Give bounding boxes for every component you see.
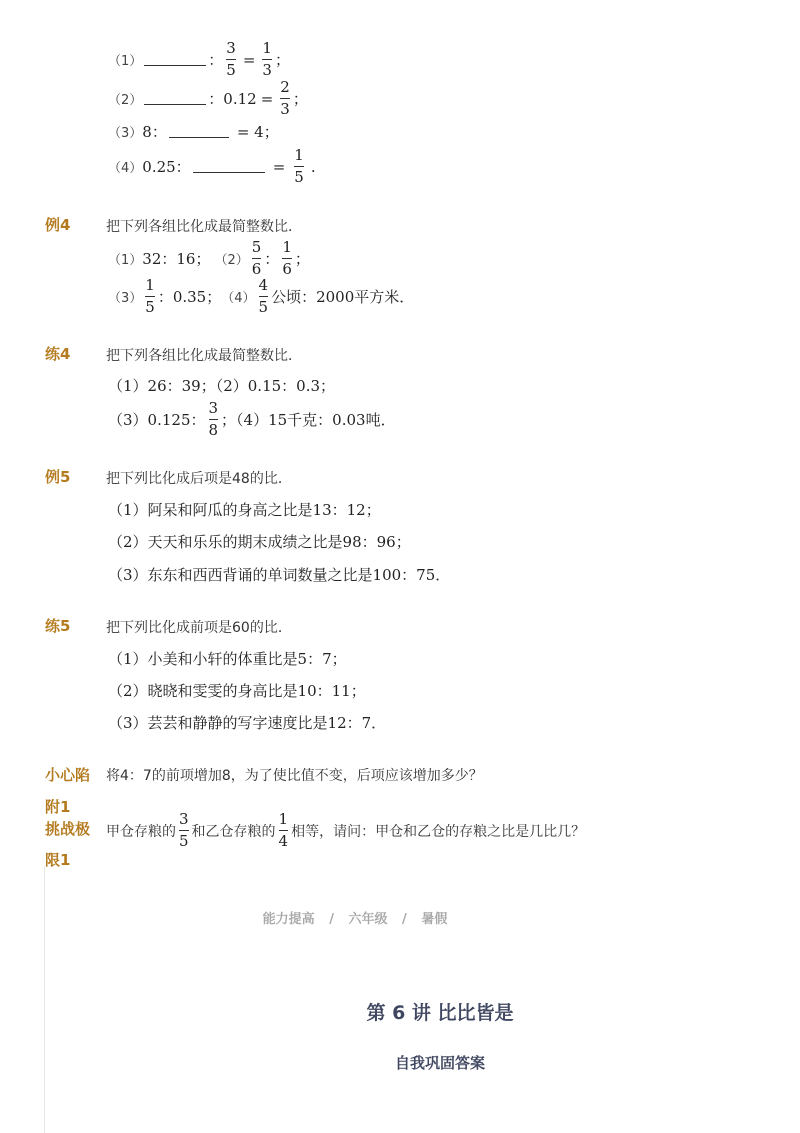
ratio-text: 0.25： (142, 158, 191, 176)
challenge-label-3: 限1 (45, 851, 71, 869)
problem-number: （1） (108, 54, 143, 69)
challenge-question (106, 811, 585, 850)
question-text: 相等，请问：甲仓和乙仓的存粮之比是几比几？ (291, 823, 586, 840)
punctuation: ； (292, 90, 308, 108)
trap-question: 将4：7的前项增加8，为了使比值不变，后项应该增加多少？ (106, 768, 483, 784)
punctuation: . (310, 157, 316, 176)
problem-number: （3） (108, 291, 143, 306)
challenge-label-2: 挑战极 (45, 820, 91, 838)
question-text: 甲仓存粮的 (106, 823, 176, 840)
fraction: $\frac{1}{5}$ (145, 276, 155, 316)
example-5-instruction: 把下列比化成后项是48的比． (106, 471, 292, 487)
practice-4-instruction: 把下列各组比化成最简整数比． (106, 348, 302, 364)
fraction: $\frac{1}{5}$ (294, 146, 304, 186)
question-text: 和乙仓存粮的 (191, 823, 276, 840)
fraction: $\frac{5}{6}$ (251, 238, 262, 278)
ratio-text: 32：16； (142, 250, 211, 268)
ratio-text: = 4； (236, 123, 279, 141)
fraction: $\frac{1}{4}$ (278, 810, 289, 850)
footer-course: 能力提高 (262, 912, 315, 927)
practice-4-line-1 (108, 375, 335, 396)
practice-4-line-2 (108, 400, 396, 439)
ratio-text: ：0.12 (208, 90, 257, 108)
fraction: $\frac{3}{5}$ (226, 39, 236, 79)
problem-number: （2） (108, 93, 143, 108)
fraction: $\frac{3}{5}$ (179, 810, 189, 850)
example-5-label: 例5 (45, 468, 71, 486)
problem-1 (108, 40, 290, 79)
problem-number: （4） (108, 161, 143, 176)
footer-term: 暑假 (421, 912, 448, 927)
trap-label: 小心陷 (45, 766, 91, 784)
answers-title: 自我巩固答案 (394, 1054, 485, 1072)
ratio-text: 8： (142, 123, 167, 141)
problem-number: （1） (108, 253, 143, 268)
equals: = (242, 50, 256, 69)
footer-separator: / (402, 912, 407, 927)
equals: = (260, 89, 274, 108)
ratio-text: （3）0.125： (108, 411, 206, 429)
colon: ： (264, 250, 280, 268)
answer-blank (193, 160, 265, 173)
practice-5-instruction: 把下列比化成前项是60的比． (106, 620, 292, 636)
punctuation: ； (274, 51, 290, 69)
equals: = (272, 157, 286, 176)
challenge-label-1: 附1 (45, 798, 71, 816)
list-item: （1）阿呆和阿瓜的身高之比是13：12； (108, 501, 381, 519)
ratio-text: ；（4）15千克：0.03吨． (221, 411, 396, 429)
footer-grade: 六年级 (348, 912, 388, 927)
page-footer (0, 908, 710, 927)
problem-3 (108, 121, 279, 142)
problem-number: （4） (221, 291, 256, 306)
fraction: $\frac{1}{6}$ (282, 238, 292, 278)
footer-separator: / (329, 912, 334, 927)
list-item: （2）天天和乐乐的期末成绩之比是98：96； (108, 533, 411, 551)
answer-blank (144, 53, 206, 66)
fraction: $\frac{1}{3}$ (262, 39, 272, 79)
ratio-text: ：0.35； (157, 288, 222, 306)
problem-4 (108, 147, 316, 186)
fraction: $\frac{4}{5}$ (258, 276, 269, 316)
example-4-line-1 (108, 239, 310, 278)
list-item: （2）晓晓和雯雯的身高比是10：11； (108, 682, 366, 700)
list-item: （3）东东和西西背诵的单词数量之比是100：75． (108, 566, 451, 584)
fraction: $\frac{3}{8}$ (208, 399, 219, 439)
problem-number: （3） (108, 126, 143, 141)
fraction: $\frac{2}{3}$ (280, 78, 290, 118)
lecture-title: 第 6 讲 比比皆是 (366, 1002, 514, 1024)
list-item: （3）芸芸和静静的写字速度比是12：7． (108, 714, 387, 732)
example-4-label: 例4 (45, 216, 71, 234)
ratio-text: 公顷：2000平方米． (271, 288, 415, 306)
example-4-line-2 (108, 277, 414, 316)
colon: ： (208, 51, 224, 69)
ratio-text: （1）26：39；（2）0.15：0.3； (108, 377, 336, 395)
example-4-instruction: 把下列各组比化成最简整数比． (106, 219, 302, 235)
answer-blank (169, 125, 229, 138)
punctuation: ； (294, 250, 310, 268)
practice-4-label: 练4 (45, 345, 71, 363)
practice-5-label: 练5 (45, 617, 71, 635)
answer-blank (144, 92, 206, 105)
problem-2 (108, 79, 308, 118)
problem-number: （2） (214, 253, 249, 268)
list-item: （1）小美和小轩的体重比是5：7； (108, 650, 347, 668)
